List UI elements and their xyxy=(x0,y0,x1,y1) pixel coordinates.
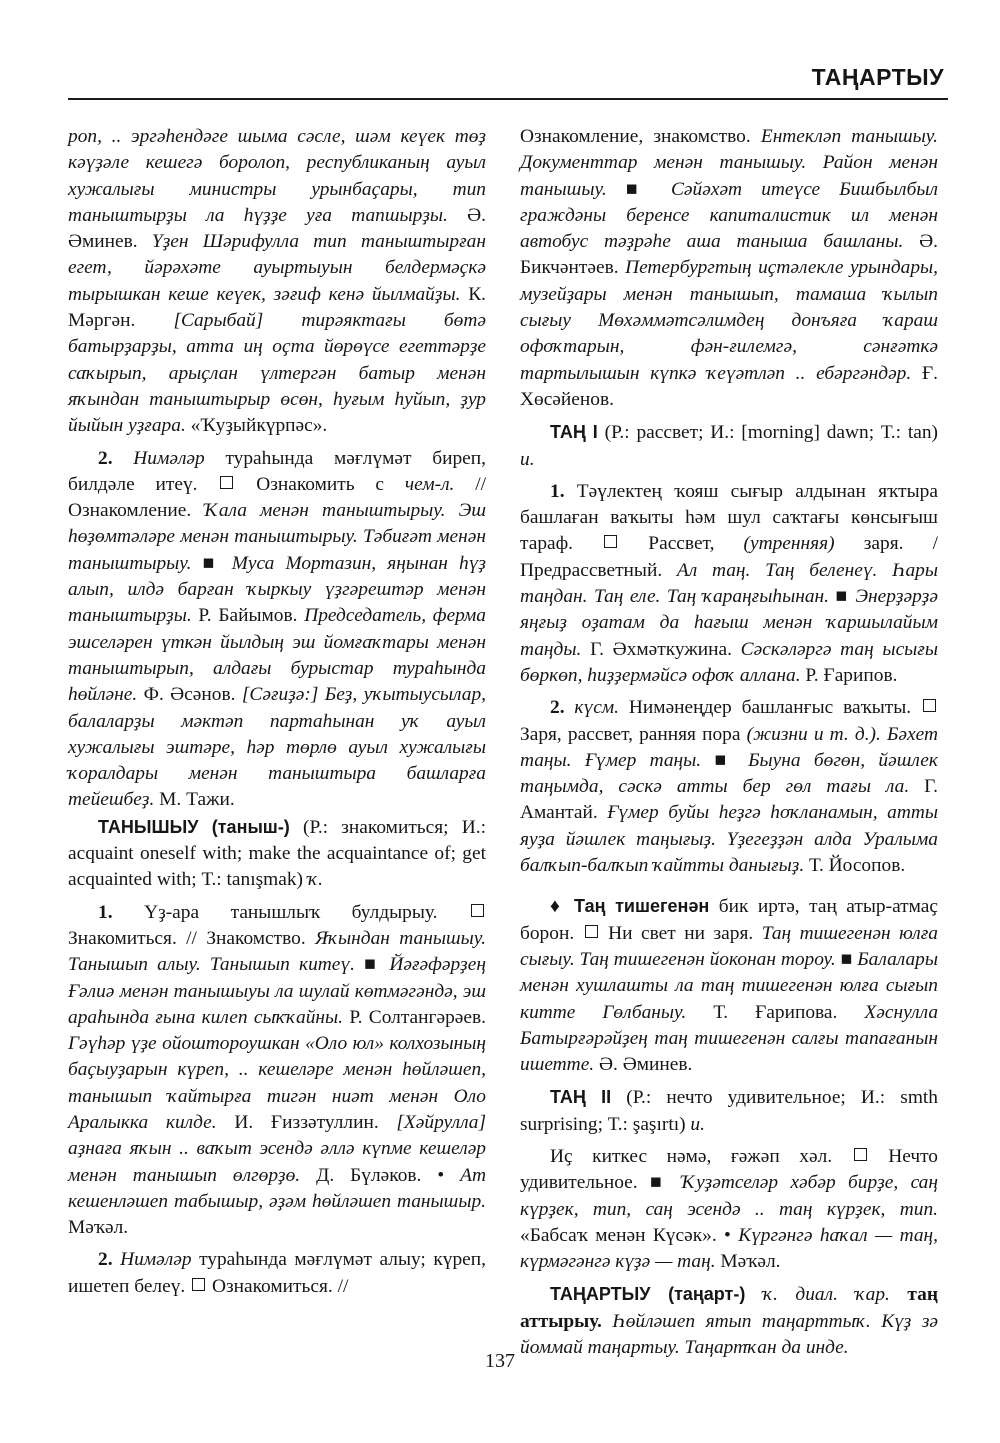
square-marker-icon xyxy=(854,1148,867,1161)
headword-tan-2: ТАҢ II (Р.: нечто удивительное; И.: smth surprising; Т.: şaşırtı) и. xyxy=(520,1087,938,1135)
black-square-icon: ■ xyxy=(714,749,735,771)
entry-continuation: роп, .. эргәһендәге шыма сәсле, шәм кеүек төҙ кәүҙәле кешегә боролоп, республиканың ауыл хужалығы министры урынбаҫары, тип таныштырҙы ла һүҙҙе уға тапшырҙы. Ә. Әминев. Үҙен Шәрифулла тип таныштырған егет, йәрәхәте ауыртыуын белдермәҫкә тырышкан кеше кеүек, зәғиф кенә йылмайҙы. К. Мәргән. [Сарыбай] тирәяктағы бөтә батырҙарҙы, атта иң оҫта йөрөүсе егеттәрҙе саҡырып, арыҫлан үлтергән батыр менән яҡындан таныштырыр өсөн, һуғым һуйып, ҙур йыйын уҙғара. «Ҡуҙыйкүрпәс». xyxy=(68,126,486,437)
black-square-icon: ■ xyxy=(840,948,853,970)
square-marker-icon xyxy=(220,476,233,489)
black-square-icon: ■ xyxy=(625,178,652,200)
headword-tan-1: ТАҢ I (Р.: рассвет; И.: [morning] dawn; Т.: tan) и. xyxy=(520,422,938,470)
phrase-tan-tishegenen: ♦ Таң тишегенән бик иртә, таң атыр-атмаҫ борон. Ни свет ни заря. Таң тишегенән юлға сығыу. Таң тишегенән йоконан тороу. ■ Балалары менән хушлашты ла таң тишегенән юлға сығып китте Гөлбаныу. Т. Ғарипова. Хәснулла Батырғәрәйҙең таң тишегенән салғы тапағанын ишетте. Ә. Әминев. xyxy=(520,896,939,1076)
sense-tan-2: Иҫ киткес нәмә, ғәжәп хәл. Нечто удивительное. ■ Ҡуҙәтселәр хәбәр бирҙе, саң күрҙек, тип, саң эсендә .. таң күрҙек, тип. «Бабсаҡ менән Күсәк». • Күргәнгә һаҡал — таң, күрмәгәнгә күҙә — таң. Мәҡәл. xyxy=(520,1145,938,1273)
black-square-icon: ■ xyxy=(364,954,381,976)
sense-2-tan: 2. күсм. Нимәнеңдер башланғыс ваҡыты. Заря, рассвет, ранняя пора (жизни и т. д.). Бәхет таңы. Ғүмер таңы. ■ Быуна бөгөн, йәшлек таңымда, сәскә атты бер гөл тағы ла. Г. Амантай. Ғүмер буйы һеҙгә һоҡланамын, атты яуҙа йәшлек таңығыҙ. Үҙегеҙҙән алда Уралыма балҡып-балҡып ҡайтты данығыҙ. Т. Йосопов. xyxy=(520,697,939,877)
headword-tanartyu: ТАҢАРТЫУ (таңарт-) ҡ. диал. ҡар. таң аттырыу. Һөйләшеп ятып таңарттыҡ. Күҙ зә йоммай таңартыу. Таңартҡан да инде. xyxy=(520,1284,938,1359)
bullet-icon: • xyxy=(724,1224,739,1246)
sense-2-tanyshyu: 2. Нимәләр тураһында мәғлүмәт алыу; күреп, ишетеп белеү. Ознакомиться. // xyxy=(68,1249,486,1297)
square-marker-icon xyxy=(471,904,484,917)
square-marker-icon xyxy=(923,699,936,712)
square-marker-icon xyxy=(604,535,617,548)
black-square-icon: ■ xyxy=(835,586,849,608)
square-marker-icon xyxy=(585,925,598,938)
square-marker-icon xyxy=(192,1278,205,1291)
running-header xyxy=(68,56,948,100)
bullet-icon: • xyxy=(437,1164,461,1186)
page-number: 137 xyxy=(485,1350,515,1372)
black-square-icon: ■ xyxy=(202,552,221,574)
headword-tanyshyu: ТАНЫШЫУ (таныш-) (Р.: знакомиться; И.: acquaint oneself with; make the acquaintance of; get acquainted with; Т.: tanışmak) ҡ. xyxy=(68,816,486,891)
sense-1-tan: 1. Тәүлектең ҡояш сығыр алдынан яҡтыра башлаған ваҡыты һәм шул саҡтағы көнсығыш тараф. Рассвет, (утренняя) заря. / Предрассветный. Ал таң. Таң беленеү. Һары таңдан. Таң еле. Таң ҡараңғыһынан. ■ Энерҙәрҙә яңғыҙ оҙатам да һағыш менән ҡаршылайым таңды. Г. Әхмәткужина. Сәскәләргә таң ысығы бөркөп, һиҙҙермәйсә офоҡ аллана. Р. Ғарипов. xyxy=(520,480,939,686)
sense-1-tanyshyu: 1. Үҙ-ара танышлыҡ булдырыу. Знакомиться. // Знакомство. Яҡындан танышыу. Танышып алыу. Танышып китеү. ■ Йәғәфәрҙең Ғәлиә менән танышыуы ла шулай көтмәгәндә, эш араһында ғына килеп сыҡҡайны. Р. Солтангәрәев. Гәүһәр үҙе ойоштороушкан «Оло юл» колхозының баҫыуҙарын күреп, .. кешеләре менән һөйләшеп, танышып ҡайтырға тигән ниәт менән Оло Аралыкка килде. И. Ғиззәтуллин. [Хәйрулла] аҙнаға яҡын .. ваҡыт эсендә әллә күпме кешеләр менән танышып өлгөрҙө. Д. Бүләков. • Ат кешенләшеп табышыр, әҙәм һөйләшеп танышыр. Мәҡәл. xyxy=(68,901,487,1239)
left-column xyxy=(68,124,486,1300)
header-title: ТАҢАРТЫУ xyxy=(811,64,944,90)
right-column xyxy=(520,124,938,1361)
sense-2-tanyshtyryu: 2. Нимәләр тураһында мәғлүмәт биреп, билдәле итеү. Ознакомить с чем-л. // Ознакомление. Ҡала менән таныштырыу. Эш һөҙөмтәләре менән таныштырыу. Тәбиғәт менән таныштырыу. ■ Муса Мортазин, яңынан һүҙ алып, илдә барған ҡыркыу үҙгәрештәр менән таныштырҙы. Р. Байымов. Председатель, ферма эшселәрен үткән йылдың эш йомғаҡтары менән таныштырып, алдағы бурыстар тураһында һөйләне. Ф. Әсәнов. [Сәғиҙә:] Беҙ, уҡытыусылар, балаларҙы мәктәп партаһынан уҡ ауыл хужалығы эштәре, һәр төрлө ауыл хужалығы ҡоралдары менән таныштыра башларға тейешбеҙ. М. Тажи. xyxy=(68,447,486,811)
entry-continuation-right: Ознакомление, знакомство. Ентекләп танышыу. Документтар менән танышыу. Район менән танышыу. ■ Сәйәхәт итеүсе Бишбылбыл граждәны беренсе капиталистик ил менән автобус тәҙрәһе аша таныша башланы. Ә. Бикчәнтәев. Петербургтың иҫтәлекле урындары, музейҙары менән танышып, тамаша ҡылып сығыу Мөхәммәтсәлимдең донъяға ҡараш офоҡтарын, фән-ғилемгә, сәнғәткә тартылышын күпкә ҡеүәтләп .. ебәргәндәр. Ғ. Хөсәйенов. xyxy=(520,126,939,410)
diamond-icon: ♦ xyxy=(550,896,575,918)
black-square-icon: ■ xyxy=(649,1172,670,1194)
